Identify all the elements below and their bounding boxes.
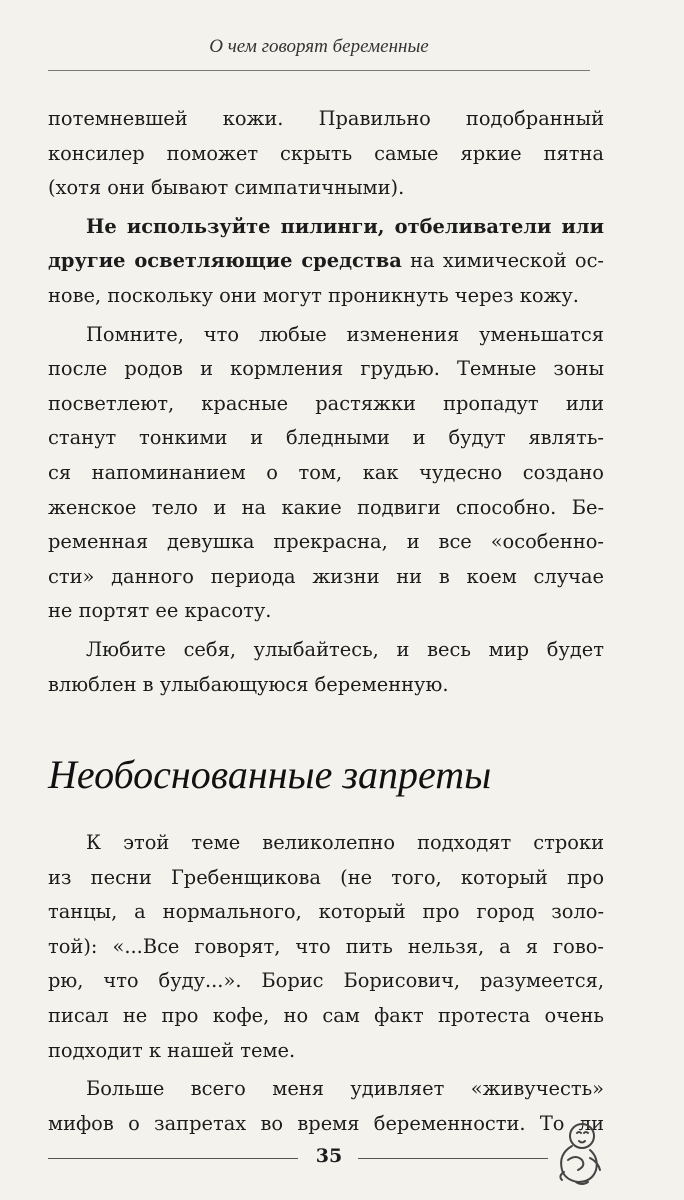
text-run: посветлеют, красные растяжки пропадут или — [48, 391, 604, 415]
text-line — [48, 1034, 604, 1069]
text-line — [48, 964, 604, 999]
text-line — [48, 525, 604, 560]
text-run: К этой теме великолепно подходят строки — [86, 831, 604, 855]
text-line — [48, 456, 604, 491]
text-line — [48, 560, 604, 595]
text-run: подходит к нашей теме. — [48, 1038, 296, 1062]
text-line — [48, 137, 604, 172]
text-run: Больше всего меня удивляет «живучесть» — [86, 1077, 604, 1101]
text-line — [48, 895, 604, 930]
section-heading: Необоснованные запреты — [48, 752, 492, 798]
text-line — [48, 210, 604, 245]
paragraph-gap — [48, 702, 604, 706]
text-line — [48, 633, 604, 668]
text-run: после родов и кормления грудью. Темные зоны — [48, 357, 604, 381]
page-number: 35 — [315, 1145, 343, 1167]
body-text — [48, 102, 604, 1145]
text-run: ся напоминанием о том, как чудесно создано — [48, 460, 604, 484]
text-run: потемневшей кожи. Правильно подобранный — [48, 107, 604, 130]
text-line — [48, 244, 604, 279]
text-line — [48, 421, 604, 456]
text-run: ременная девушка прекрасна, и все «особенно- — [48, 530, 604, 554]
text-run: мифов о запретах во время беременности. То ли — [48, 1111, 604, 1135]
running-head: О чем говорят беременные — [209, 36, 429, 57]
footer-rule-left — [48, 1158, 298, 1159]
paragraph — [48, 826, 604, 1068]
text-line — [48, 930, 604, 965]
footer-rule-right — [358, 1158, 548, 1159]
text-line — [48, 1072, 604, 1107]
text-line — [48, 594, 604, 629]
text-run: влюблен в улыбающуюся беременную. — [48, 672, 449, 696]
text-run: на химической ос- — [401, 249, 604, 273]
text-line — [48, 171, 604, 206]
text-line — [48, 861, 604, 896]
paragraph — [48, 102, 604, 206]
paragraph — [48, 318, 604, 629]
text-run: консилер поможет скрыть самые яркие пятна — [48, 141, 604, 165]
text-line — [48, 318, 604, 353]
paragraph — [48, 633, 604, 702]
header-rule — [48, 70, 590, 71]
text-line — [48, 491, 604, 526]
paragraph — [48, 210, 604, 314]
text-run: Помните, что любые изменения уменьшатся — [86, 322, 604, 346]
text-run: той): «...Все говорят, что пить нельзя, а я гово- — [48, 934, 604, 958]
text-line — [48, 668, 604, 703]
text-run: сти» данного периода жизни ни в коем случае — [48, 564, 604, 588]
text-run: нове, поскольку они могут проникнуть через кожу. — [48, 283, 579, 307]
bold-text: Не используйте пилинги, отбеливатели или — [86, 214, 604, 238]
text-line — [48, 1107, 604, 1142]
text-run: Любите себя, улыбайтесь, и весь мир будет — [86, 637, 604, 661]
baby-icon — [546, 1116, 612, 1188]
text-line — [48, 279, 604, 314]
text-run: писал не про кофе, но сам факт протеста очень — [48, 1004, 604, 1028]
text-line — [48, 999, 604, 1034]
text-line — [48, 352, 604, 387]
text-run: женское тело и на какие подвиги способно. Бе- — [48, 495, 604, 519]
text-line — [48, 102, 604, 137]
paragraph — [48, 1072, 604, 1141]
text-run: танцы, а нормального, который про город золо- — [48, 900, 604, 924]
text-line — [48, 387, 604, 422]
text-run: из песни Гребенщикова (не того, который про — [48, 865, 604, 889]
text-run: рю, что буду...». Борис Борисович, разумеется, — [48, 969, 604, 993]
text-run: станут тонкими и бледными и будут являть- — [48, 426, 604, 450]
text-run: (хотя они бывают симпатичными). — [48, 176, 405, 200]
text-line — [48, 826, 604, 861]
text-run: не портят ее красоту. — [48, 599, 272, 623]
bold-text: другие осветляющие средства — [48, 249, 402, 273]
